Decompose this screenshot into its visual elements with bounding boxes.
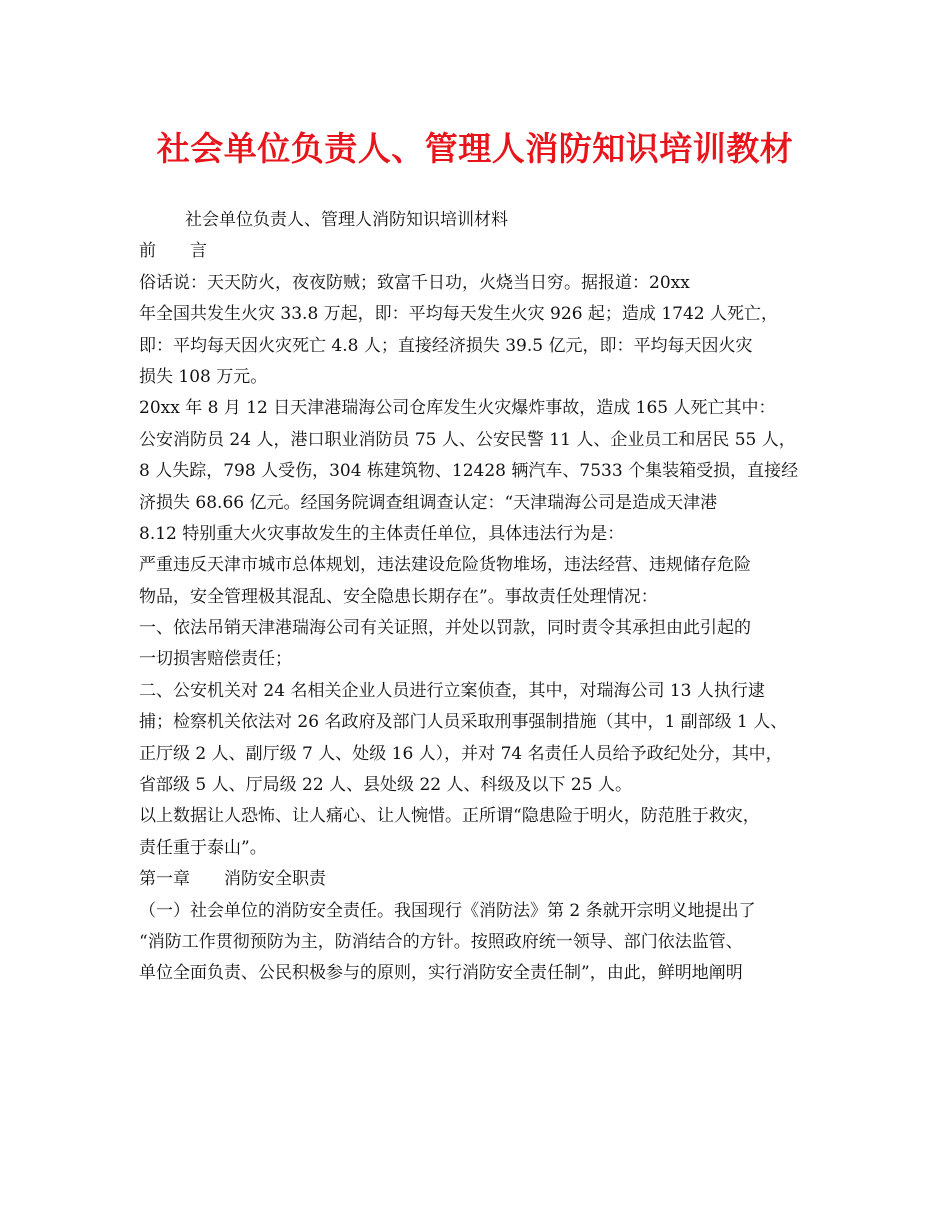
paragraph-line: 省部级 5 人、厅局级 22 人、县处级 22 人、科级及以下 25 人。: [139, 775, 632, 796]
paragraph-line: 年全国共发生火灾 33.8 万起，即：平均每天发生火灾 926 起；造成 1742 人死亡，: [139, 304, 778, 325]
paragraph-line: 责任重于泰山”。: [139, 837, 267, 858]
paragraph-line: 损失 108 万元。: [139, 366, 268, 387]
paragraph-line: 以上数据让人恐怖、让人痛心、让人惋惜。正所谓“隐患险于明火，防范胜于救灾，: [139, 806, 760, 827]
paragraph-line: 8.12 特别重大火灾事故发生的主体责任单位，具体违法行为是：: [139, 523, 625, 544]
chapter-heading: 第一章 消防安全职责: [139, 869, 326, 890]
paragraph-line: 物品，安全管理极其混乱、安全隐患长期存在”。事故责任处理情况：: [139, 586, 658, 607]
document-body: [139, 205, 829, 990]
paragraph-line: 捕；检察机关依法对 26 名政府及部门人员采取刑事强制措施（其中，1 副部级 1 人、: [139, 712, 788, 733]
paragraph-line: 二、公安机关对 24 名相关企业人员进行立案侦查，其中，对瑞海公司 13 人执行逮: [139, 680, 765, 701]
paragraph-line: 济损失 68.66 亿元。经国务院调查组调查认定：“天津瑞海公司是造成天津港: [139, 492, 718, 513]
paragraph-line: 一切损害赔偿责任；: [139, 649, 292, 670]
paragraph-line: 20xx 年 8 月 12 日天津港瑞海公司仓库发生火灾爆炸事故，造成 165 人死亡其中：: [139, 398, 776, 419]
paragraph-line: 公安消防员 24 人，港口职业消防员 75 人、公安民警 11 人、企业员工和居民 55 人，: [139, 429, 796, 450]
paragraph-line: “消防工作贯彻预防为主，防消结合的方针。按照政府统一领导、部门依法监管、: [139, 931, 743, 952]
document-title: 社会单位负责人、管理人消防知识培训教材: [156, 129, 794, 168]
paragraph-line: 即：平均每天因火灾死亡 4.8 人；直接经济损失 39.5 亿元，即：平均每天因火灾: [139, 335, 753, 356]
paragraph-line: 一、依法吊销天津港瑞海公司有关证照，并处以罚款，同时责令其承担由此引起的: [139, 618, 751, 639]
paragraph-line: 8 人失踪，798 人受伤，304 栋建筑物、12428 辆汽车、7533 个集装箱受损，直接经: [139, 461, 799, 482]
paragraph-line: 严重违反天津市城市总体规划，违法建设危险货物堆场，违法经营、违规储存危险: [139, 555, 751, 576]
section-heading-preface: 前 言: [139, 241, 207, 262]
paragraph-line: 俗话说：天天防火，夜夜防贼；致富千日功，火烧当日穷。据报道：20xx: [139, 272, 690, 293]
paragraph-line: 单位全面负责、公民积极参与的原则，实行消防安全责任制”，由此，鲜明地阐明: [139, 963, 743, 984]
subtitle-line: 社会单位负责人、管理人消防知识培训材料: [185, 210, 508, 230]
paragraph-line: （一）社会单位的消防安全责任。我国现行《消防法》第 2 条就开宗明义地提出了: [139, 900, 756, 921]
paragraph-line: 正厅级 2 人、副厅级 7 人、处级 16 人），并对 74 名责任人员给予政纪处分，其中，: [139, 743, 783, 764]
